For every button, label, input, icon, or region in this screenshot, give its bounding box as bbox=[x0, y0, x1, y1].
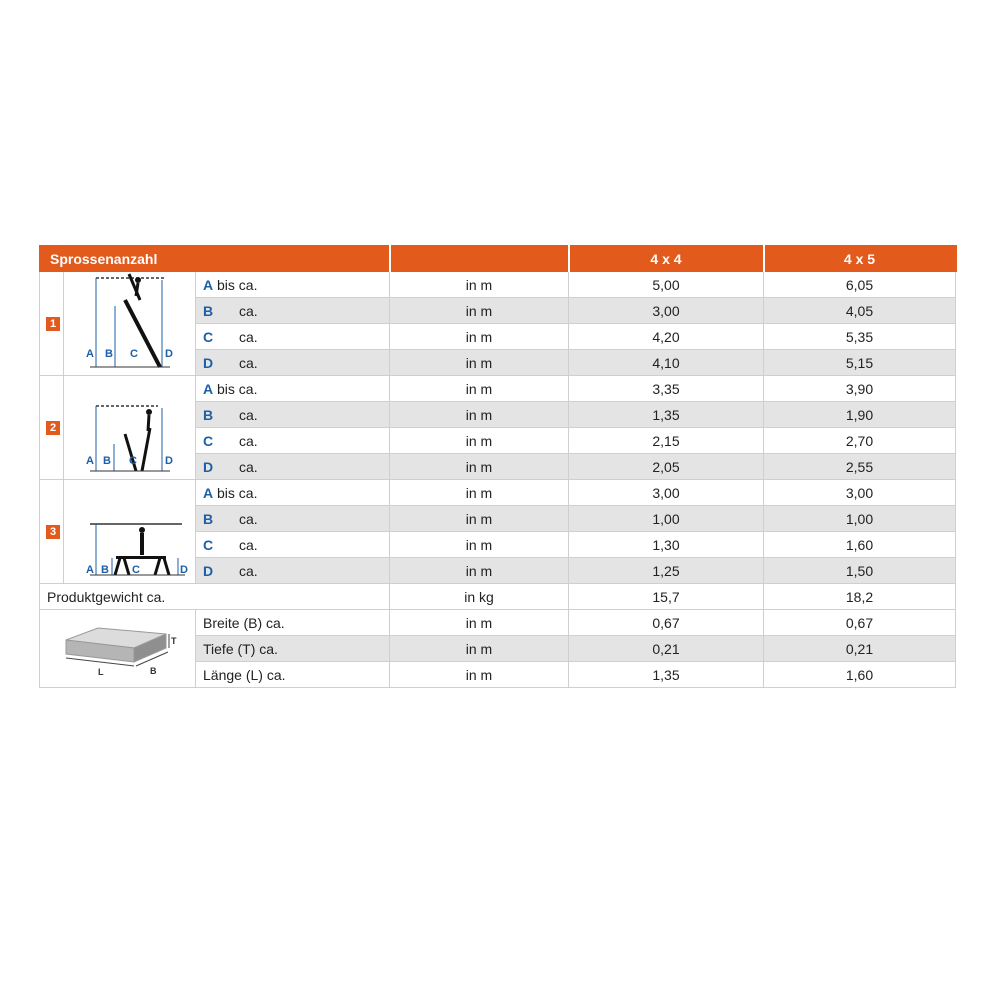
row-label-text: bis ca. bbox=[217, 484, 258, 501]
row-value-col2: 5,15 bbox=[764, 350, 956, 376]
row-value-col2: 4,05 bbox=[764, 298, 956, 324]
svg-text:B: B bbox=[100, 564, 109, 576]
row-label-text: ca. bbox=[239, 458, 258, 475]
table-row bbox=[40, 376, 956, 402]
group-index-cell bbox=[40, 272, 64, 376]
package-row-unit: in m bbox=[390, 662, 569, 688]
svg-text:D: D bbox=[164, 455, 173, 467]
svg-text:L: L bbox=[97, 667, 103, 677]
table-row bbox=[40, 272, 956, 298]
row-label-text: bis ca. bbox=[217, 380, 258, 397]
row-value-col2: 3,90 bbox=[764, 376, 956, 402]
row-label bbox=[196, 506, 390, 532]
row-label bbox=[196, 298, 390, 324]
package-diagram bbox=[58, 612, 178, 682]
package-row-label: Tiefe (T) ca. bbox=[196, 636, 390, 662]
row-label-text: ca. bbox=[239, 302, 258, 319]
header-label: Sprossenanzahl bbox=[40, 246, 390, 272]
svg-text:D: D bbox=[179, 564, 188, 576]
row-value-col2: 5,35 bbox=[764, 324, 956, 350]
row-value-col1: 3,00 bbox=[569, 298, 764, 324]
package-value-col2: 0,67 bbox=[764, 610, 956, 636]
row-unit: in m bbox=[390, 402, 569, 428]
group-index-badge: 1 bbox=[46, 317, 60, 331]
diagram-cell bbox=[64, 272, 196, 376]
row-letter: C bbox=[203, 432, 214, 449]
group-index-badge: 3 bbox=[46, 525, 60, 539]
row-value-col2: 1,90 bbox=[764, 402, 956, 428]
row-value-col1: 1,30 bbox=[569, 532, 764, 558]
row-value-col1: 2,15 bbox=[569, 428, 764, 454]
package-row bbox=[40, 610, 956, 636]
row-label bbox=[196, 558, 390, 584]
package-value-col2: 1,60 bbox=[764, 662, 956, 688]
row-letter: D bbox=[203, 562, 214, 579]
ladder-lean-diagram bbox=[70, 272, 190, 372]
weight-row bbox=[40, 584, 956, 610]
row-value-col1: 1,00 bbox=[569, 506, 764, 532]
row-label-text: ca. bbox=[239, 536, 258, 553]
ladder-stand-diagram bbox=[70, 376, 190, 476]
row-unit: in m bbox=[390, 558, 569, 584]
row-value-col2: 1,60 bbox=[764, 532, 956, 558]
svg-text:A: A bbox=[85, 348, 94, 360]
row-label-text: ca. bbox=[239, 328, 258, 345]
package-value-col2: 0,21 bbox=[764, 636, 956, 662]
row-letter: B bbox=[203, 510, 214, 527]
row-label bbox=[196, 272, 390, 298]
weight-label: Produktgewicht ca. bbox=[40, 584, 390, 610]
row-label bbox=[196, 324, 390, 350]
row-value-col2: 2,55 bbox=[764, 454, 956, 480]
row-unit: in m bbox=[390, 480, 569, 506]
row-unit: in m bbox=[390, 506, 569, 532]
weight-value-col1: 15,7 bbox=[569, 584, 764, 610]
row-label bbox=[196, 350, 390, 376]
row-unit: in m bbox=[390, 454, 569, 480]
row-letter: A bbox=[203, 380, 214, 397]
weight-value-col2: 18,2 bbox=[764, 584, 956, 610]
row-label-text: ca. bbox=[239, 406, 258, 423]
svg-text:C: C bbox=[128, 455, 137, 467]
row-label bbox=[196, 532, 390, 558]
diagram-cell bbox=[64, 480, 196, 584]
row-label-text: ca. bbox=[239, 510, 258, 527]
group-index-cell bbox=[40, 376, 64, 480]
row-label bbox=[196, 454, 390, 480]
group-index-cell bbox=[40, 480, 64, 584]
row-label-text: ca. bbox=[239, 562, 258, 579]
package-row-label: Länge (L) ca. bbox=[196, 662, 390, 688]
row-value-col2: 6,05 bbox=[764, 272, 956, 298]
row-value-col1: 1,25 bbox=[569, 558, 764, 584]
row-letter: C bbox=[203, 328, 214, 345]
row-value-col2: 1,50 bbox=[764, 558, 956, 584]
row-letter: C bbox=[203, 536, 214, 553]
diagram-cell bbox=[64, 376, 196, 480]
svg-text:D: D bbox=[164, 348, 173, 360]
spec-table bbox=[39, 245, 957, 688]
package-value-col1: 0,21 bbox=[569, 636, 764, 662]
svg-text:B: B bbox=[149, 666, 156, 676]
table-row bbox=[40, 480, 956, 506]
row-label-text: bis ca. bbox=[217, 276, 258, 293]
row-unit: in m bbox=[390, 350, 569, 376]
svg-text:B: B bbox=[102, 455, 111, 467]
row-value-col1: 3,00 bbox=[569, 480, 764, 506]
header-col1: 4 x 4 bbox=[569, 246, 764, 272]
row-letter: D bbox=[203, 354, 214, 371]
row-unit: in m bbox=[390, 376, 569, 402]
row-letter: B bbox=[203, 406, 214, 423]
package-value-col1: 1,35 bbox=[569, 662, 764, 688]
row-value-col2: 3,00 bbox=[764, 480, 956, 506]
row-unit: in m bbox=[390, 324, 569, 350]
row-value-col1: 2,05 bbox=[569, 454, 764, 480]
row-value-col1: 4,10 bbox=[569, 350, 764, 376]
header-row bbox=[40, 246, 956, 272]
row-value-col2: 2,70 bbox=[764, 428, 956, 454]
row-value-col1: 3,35 bbox=[569, 376, 764, 402]
row-letter: A bbox=[203, 276, 214, 293]
ladder-scaffold-diagram bbox=[70, 480, 190, 580]
svg-text:A: A bbox=[85, 455, 94, 467]
svg-text:T: T bbox=[170, 636, 176, 646]
package-value-col1: 0,67 bbox=[569, 610, 764, 636]
package-diagram-cell bbox=[40, 610, 196, 688]
row-unit: in m bbox=[390, 298, 569, 324]
row-unit: in m bbox=[390, 428, 569, 454]
row-label bbox=[196, 376, 390, 402]
row-value-col2: 1,00 bbox=[764, 506, 956, 532]
row-unit: in m bbox=[390, 532, 569, 558]
row-unit: in m bbox=[390, 272, 569, 298]
svg-text:B: B bbox=[104, 348, 113, 360]
weight-unit: in kg bbox=[390, 584, 569, 610]
header-col2: 4 x 5 bbox=[764, 246, 956, 272]
svg-text:A: A bbox=[85, 564, 94, 576]
row-label bbox=[196, 402, 390, 428]
package-row-unit: in m bbox=[390, 610, 569, 636]
row-label-text: ca. bbox=[239, 354, 258, 371]
row-letter: D bbox=[203, 458, 214, 475]
row-label-text: ca. bbox=[239, 432, 258, 449]
svg-text:C: C bbox=[131, 564, 140, 576]
row-letter: A bbox=[203, 484, 214, 501]
row-value-col1: 5,00 bbox=[569, 272, 764, 298]
row-label bbox=[196, 428, 390, 454]
row-label bbox=[196, 480, 390, 506]
row-value-col1: 1,35 bbox=[569, 402, 764, 428]
package-row-label: Breite (B) ca. bbox=[196, 610, 390, 636]
package-row-unit: in m bbox=[390, 636, 569, 662]
group-index-badge: 2 bbox=[46, 421, 60, 435]
svg-text:C: C bbox=[129, 348, 138, 360]
row-letter: B bbox=[203, 302, 214, 319]
header-unit bbox=[390, 246, 569, 272]
row-value-col1: 4,20 bbox=[569, 324, 764, 350]
